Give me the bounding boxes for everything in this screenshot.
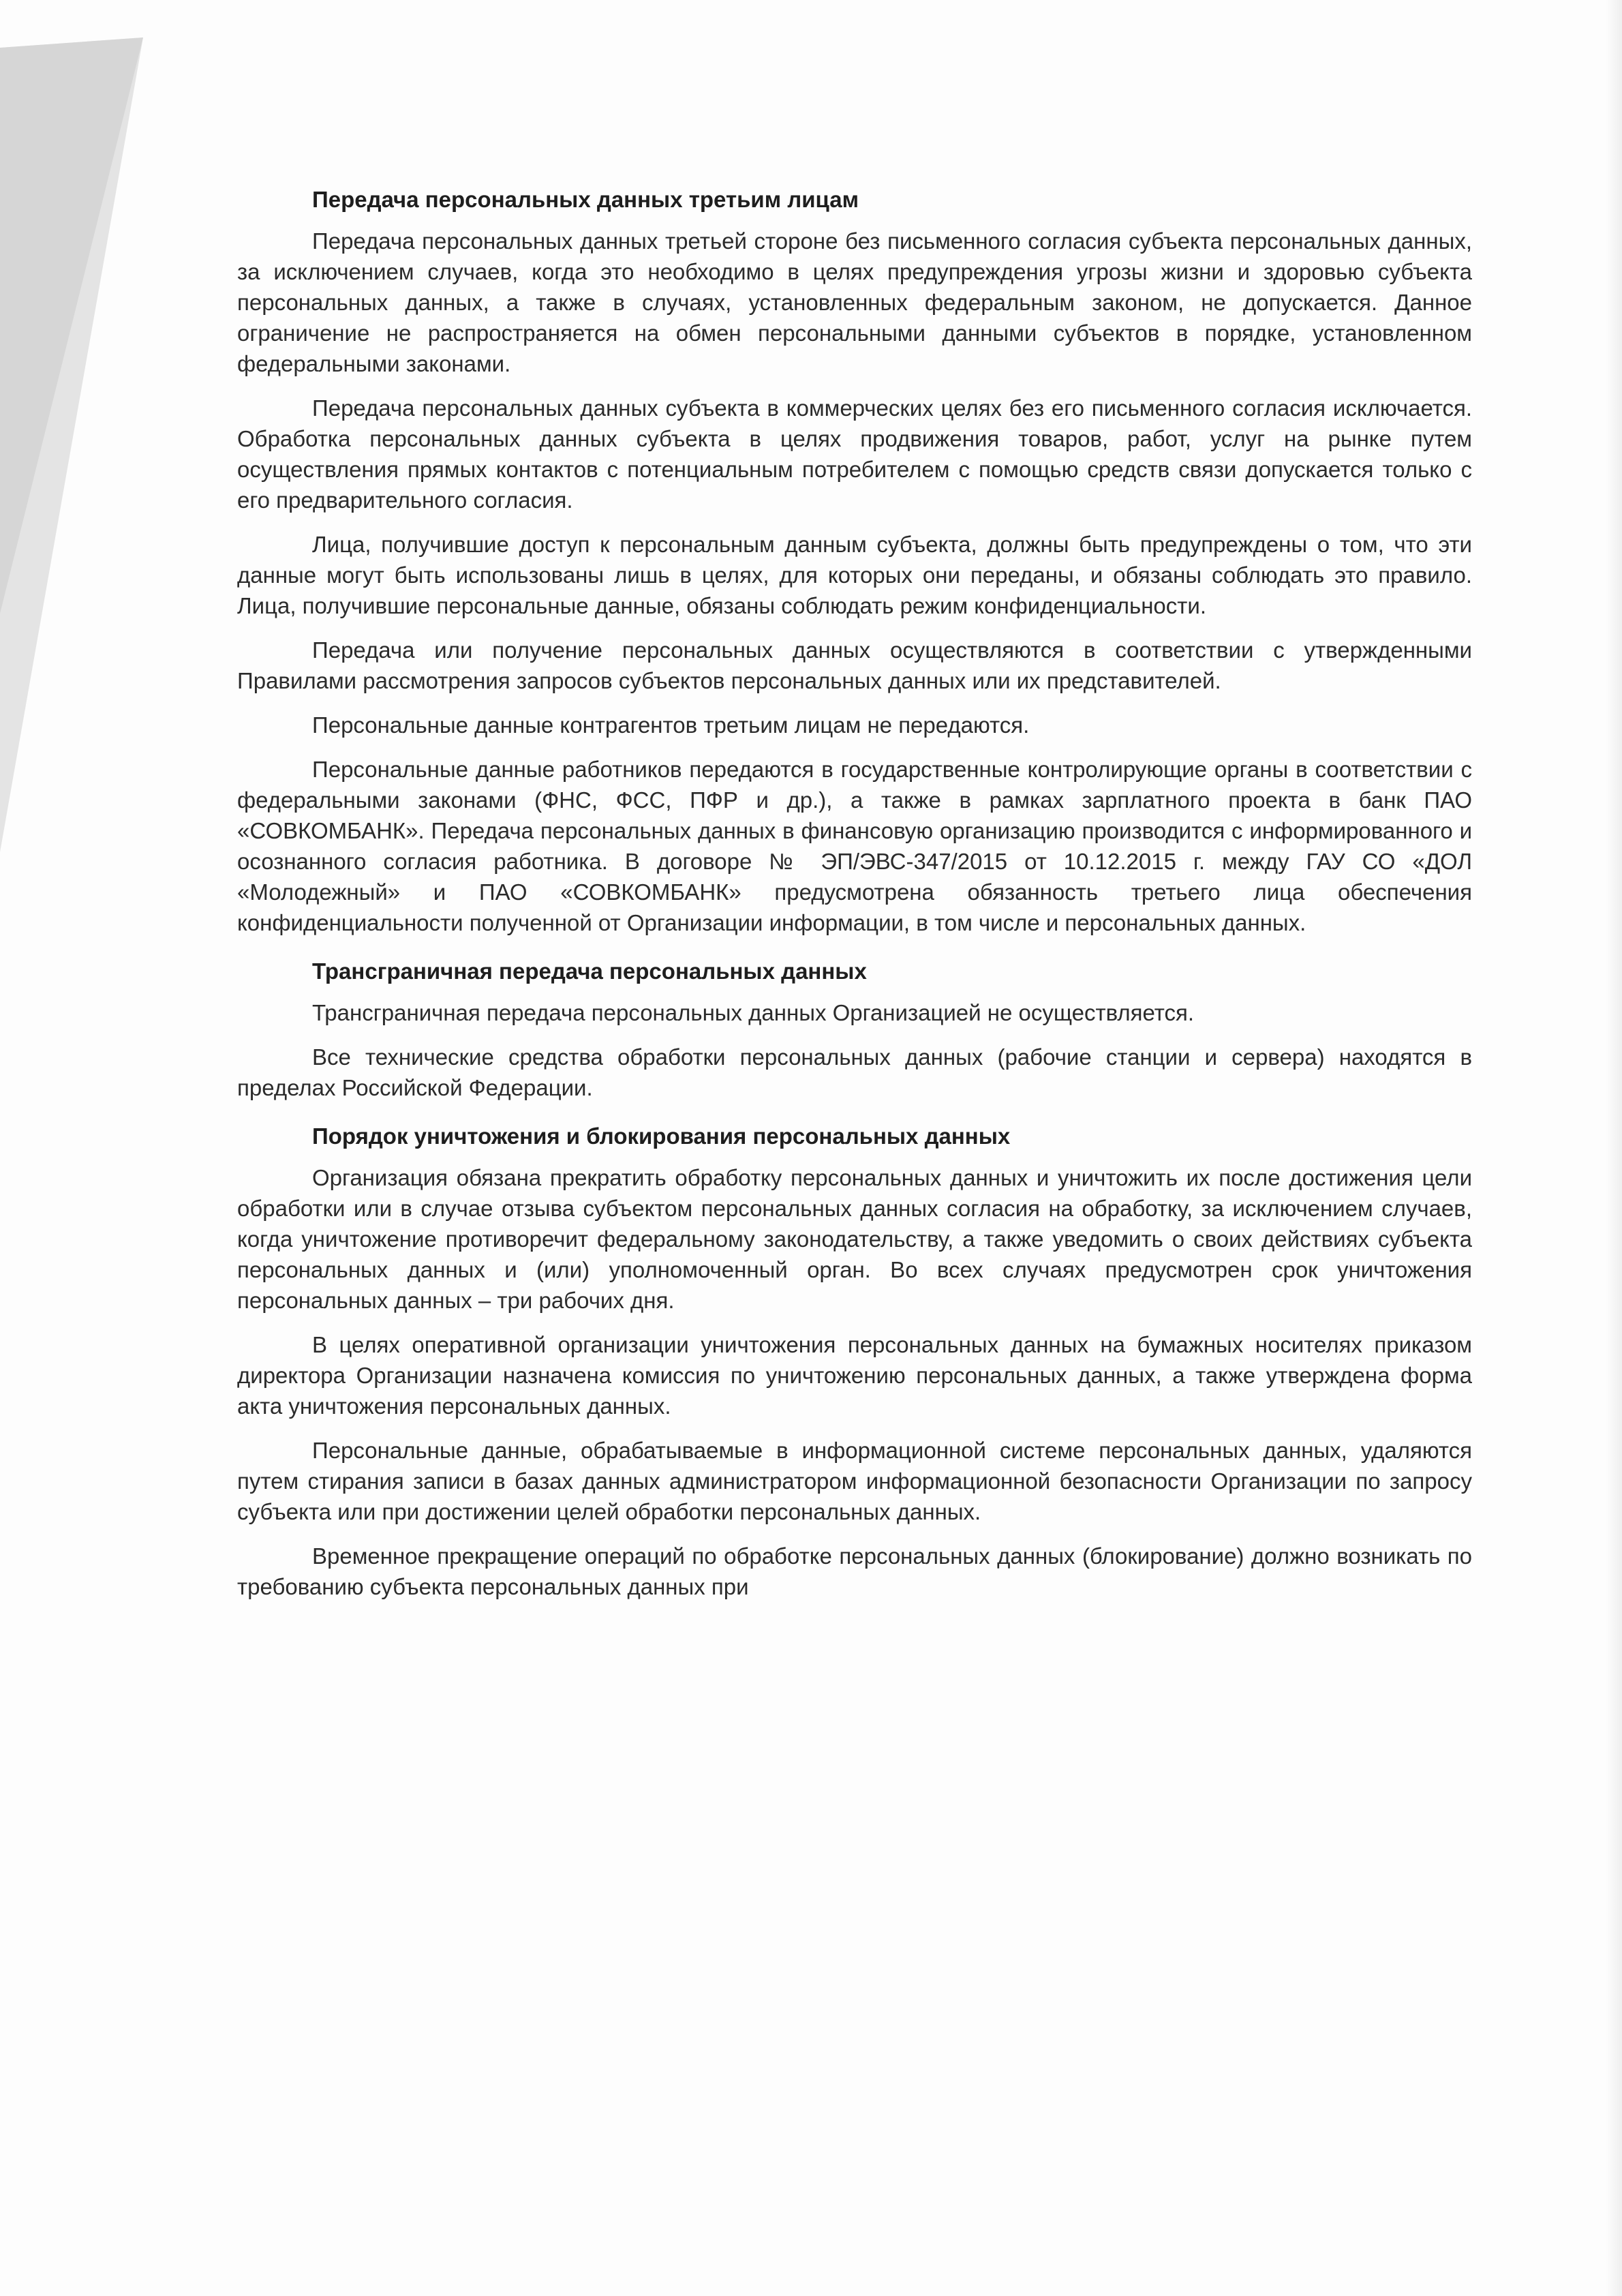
section-heading-destruction: Порядок уничтожения и блокирования персональных данных <box>312 1123 1011 1149</box>
scan-fold-shadow <box>0 0 164 2296</box>
section-heading-cross-border: Трансграничная передача персональных данных <box>312 958 867 984</box>
paragraph: Все технические средства обработки персональных данных (рабочие станции и сервера) находятся в пределах Российской Федерации. <box>237 1044 1472 1100</box>
paragraph: Организация обязана прекратить обработку персональных данных и уничтожить их после достижения цели обработки или в случае отзыва субъектом персональных данных согласия на обработку, за исключением случаев, когда уничтожение противоречит федеральному законодательству, а также уведомить о своих действиях субъекта персональных данных и (или) уполномоченный орган. Во всех случаях предусмотрен срок уничтожения персональных данных – три рабочих дня. <box>237 1165 1472 1313</box>
paragraph: Персональные данные контрагентов третьим лицам не передаются. <box>312 712 1030 738</box>
paragraph: Передача персональных данных третьей стороне без письменного согласия субъекта персональных данных, за исключением случаев, когда это необходимо в целях предупреждения угрозы жизни и здоровью субъекта персональных данных, а также в случаях, установленных федеральным законом, не допускается. Данное ограничение не распространяется на обмен персональными данными субъектов в порядке, установленном федеральными законами. <box>237 228 1472 376</box>
paragraph: В целях оперативной организации уничтожения персональных данных на бумажных носителях приказом директора Организации назначена комиссия по уничтожению персональных данных, а также утверждена форма акта уничтожения персональных данных. <box>237 1332 1472 1419</box>
section-heading-third-parties: Передача персональных данных третьим лицам <box>312 187 859 212</box>
paragraph: Трансграничная передача персональных данных Организацией не осуществляется. <box>312 1000 1195 1025</box>
scan-edge-shadow <box>1606 0 1622 2296</box>
paragraph: Передача или получение персональных данных осуществляются в соответствии с утвержденными Правилами рассмотрения запросов субъектов персональных данных или их представителей. <box>237 637 1472 693</box>
document-body <box>237 184 1472 1602</box>
paragraph: Персональные данные работников передаются в государственные контролирующие органы в соответствии с федеральными законами (ФНС, ФСС, ПФР и др.), а также в рамках зарплатного проекта в банк ПАО «СОВКОМБАНК». Передача персональных данных в финансовую организацию производится с информированного и осознанного согласия работника. В договоре № ЭП/ЭВС-347/2015 от 10.12.2015 г. между ГАУ СО «ДОЛ «Молодежный» и ПАО «СОВКОМБАНК» предусмотрена обязанность третьего лица обеспечения конфиденциальности полученной от Организации информации, в том числе и персональных данных. <box>237 757 1472 935</box>
paragraph: Лица, получившие доступ к персональным данным субъекта, должны быть предупреждены о том, что эти данные могут быть использованы лишь в целях, для которых они переданы, и обязаны соблюдать это правило. Лица, получившие персональные данные, обязаны соблюдать режим конфиденциальности. <box>237 532 1472 618</box>
paragraph: Персональные данные, обрабатываемые в информационной системе персональных данных, удаляются путем стирания записи в базах данных администратором информационной безопасности Организации по запросу субъекта или при достижении целей обработки персональных данных. <box>237 1438 1472 1524</box>
paragraph: Передача персональных данных субъекта в коммерческих целях без его письменного согласия исключается. Обработка персональных данных субъекта в целях продвижения товаров, работ, услуг на рынке путем осуществления прямых контактов с потенциальным потребителем с помощью средств связи допускается только с его предварительного согласия. <box>237 395 1472 513</box>
paragraph: Временное прекращение операций по обработке персональных данных (блокирование) должно возникать по требованию субъекта персональных данных при <box>237 1543 1472 1599</box>
